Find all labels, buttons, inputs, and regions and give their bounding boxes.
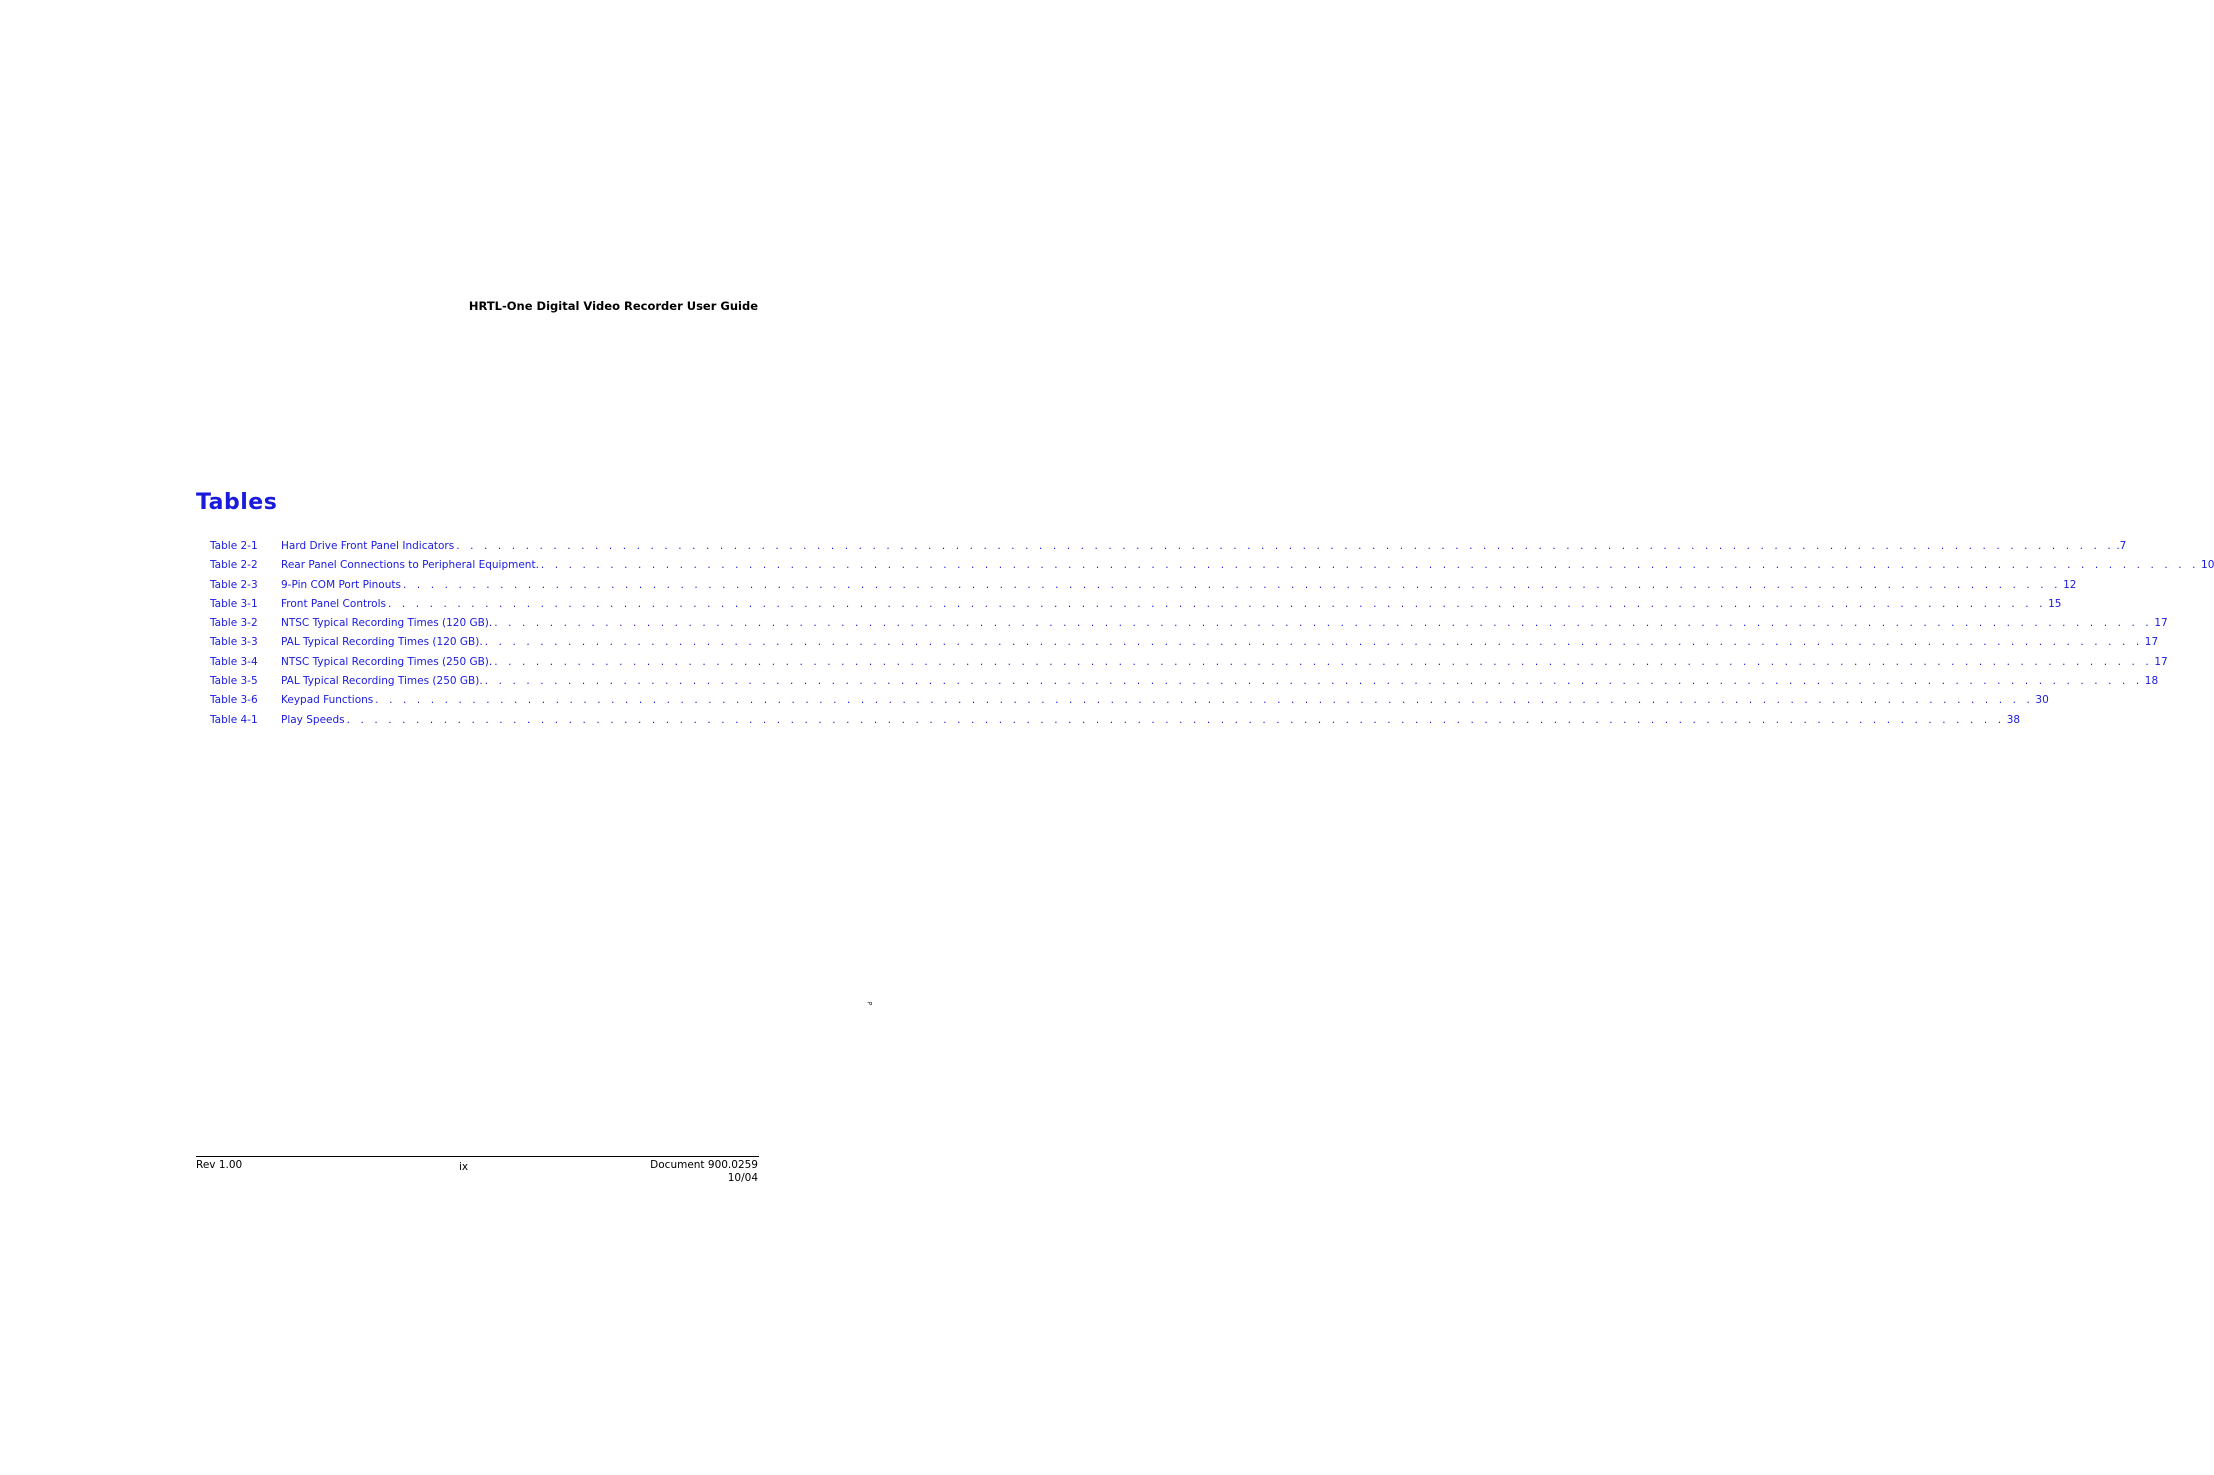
toc-title: Hard Drive Front Panel Indicators: [281, 540, 455, 552]
toc-page-number: 15: [2048, 597, 2062, 610]
toc-item: [210, 636, 2159, 655]
toc-title: Rear Panel Connections to Peripheral Equipment.: [281, 559, 539, 572]
toc-number: Table 3-2: [210, 617, 258, 630]
toc-item: [210, 617, 2168, 636]
toc-number: Table 3-4: [210, 655, 258, 668]
toc-link[interactable]: [210, 655, 2168, 675]
toc-dot-leader: . . . . . . . . . . . . . . . . . . . . . . . . . . . . . . . . . . . . . . . . . . . . . . . . . . . . . . . . . . . . . . . . . . . . . . . . . . . . . . . . . . . . . . . . . . . . . . . . . . . . . . . . . . . . . . . . . . . . . . . .: [346, 713, 2005, 726]
toc-title: PAL Typical Recording Times (250 GB).: [281, 675, 483, 688]
toc-dot-leader: . . . . . . . . . . . . . . . . . . . . . . . . . . . . . . . . . . . . . . . . . . . . . . . . . . . . . . . . . . . . . . . . . . . . . . . . . . . . . . . . . . . . . . . . . . . . . . . . . . . . . . . . . . . . . . . . . . . . . . . .: [494, 617, 2153, 630]
toc-number: Table 4-1: [210, 713, 258, 726]
toc-title: 9-Pin COM Port Pinouts: [281, 578, 401, 591]
toc-page-number: 30: [2035, 694, 2049, 707]
toc-title: PAL Typical Recording Times (120 GB).: [281, 636, 483, 649]
toc-page-number: 12: [2063, 578, 2077, 591]
toc-dot-leader: . . . . . . . . . . . . . . . . . . . . . . . . . . . . . . . . . . . . . . . . . . . . . . . . . . . . . . . . . . . . . . . . . . . . . . . . . . . . . . . . . . . . . . . . . . . . . . . . . . . . . . . . . . . . . . . . . . . . . . . .: [484, 636, 2143, 649]
toc-link[interactable]: [210, 636, 2159, 655]
toc-item: [210, 559, 2214, 578]
table-of-tables: [210, 540, 2214, 733]
toc-link[interactable]: [210, 694, 2049, 713]
toc-link[interactable]: [210, 578, 2077, 598]
toc-dot-leader: . . . . . . . . . . . . . . . . . . . . . . . . . . . . . . . . . . . . . . . . . . . . . . . . . . . . . . . . . . . . . . . . . . . . . . . . . . . . . . . . . . . . . . . . . . . . . . . . . . . . . . . . . . . . . . . . . . . . . . . .: [484, 675, 2143, 688]
toc-page-number: 17: [2154, 617, 2168, 630]
toc-dot-leader: . . . . . . . . . . . . . . . . . . . . . . . . . . . . . . . . . . . . . . . . . . . . . . . . . . . . . . . . . . . . . . . . . . . . . . . . . . . . . . . . . . . . . . . . . . . . . . . . . . . . . . . . . . . . . . . . . . . . . . . .: [494, 655, 2153, 668]
toc-title: NTSC Typical Recording Times (250 GB).: [281, 655, 493, 668]
toc-dot-leader: . . . . . . . . . . . . . . . . . . . . . . . . . . . . . . . . . . . . . . . . . . . . . . . . . . . . . . . . . . . . . . . . . . . . . . . . . . . . . . . . . . . . . . . . . . . . . . . . . . . . . . . . . . . . . . . . . . . . . . . .: [388, 597, 2047, 610]
toc-link[interactable]: [210, 617, 2168, 636]
toc-item: [210, 540, 2127, 559]
toc-dot-leader: . . . . . . . . . . . . . . . . . . . . . . . . . . . . . . . . . . . . . . . . . . . . . . . . . . . . . . . . . . . . . . . . . . . . . . . . . . . . . . . . . . . . . . . . . . . . . . . . . . . . . . . . . . . . . . . . . . . . . . . .: [456, 540, 2115, 552]
toc-title: NTSC Typical Recording Times (120 GB).: [281, 617, 493, 630]
toc-link[interactable]: [210, 559, 2214, 578]
footer-document-info: [650, 1159, 758, 1185]
toc-number: Table 3-5: [210, 675, 258, 688]
toc-dot-leader: . . . . . . . . . . . . . . . . . . . . . . . . . . . . . . . . . . . . . . . . . . . . . . . . . . . . . . . . . . . . . . . . . . . . . . . . . . . . . . . . . . . . . . . . . . . . . . . . . . . . . . . . . . . . . . . . . . . . . . . .: [402, 578, 2062, 591]
toc-number: Table 3-6: [210, 694, 258, 707]
toc-number: Table 3-1: [210, 597, 258, 610]
toc-page-number: 17: [2154, 655, 2168, 668]
toc-link[interactable]: [210, 597, 2062, 617]
footer-document-number: Document 900.0259: [650, 1159, 758, 1171]
toc-page-number: .7: [2116, 540, 2127, 552]
footer-date: 10/04: [727, 1172, 758, 1184]
toc-title: Front Panel Controls: [281, 597, 386, 610]
page-title: Tables: [196, 490, 278, 515]
toc-dot-leader: . . . . . . . . . . . . . . . . . . . . . . . . . . . . . . . . . . . . . . . . . . . . . . . . . . . . . . . . . . . . . . . . . . . . . . . . . . . . . . . . . . . . . . . . . . . . . . . . . . . . . . . . . . . . . . . . . . . . . . . .: [540, 559, 2200, 572]
toc-dot-leader: . . . . . . . . . . . . . . . . . . . . . . . . . . . . . . . . . . . . . . . . . . . . . . . . . . . . . . . . . . . . . . . . . . . . . . . . . . . . . . . . . . . . . . . . . . . . . . . . . . . . . . . . . . . . . . . . . . . . . . . .: [375, 694, 2034, 707]
footer-revision: Rev 1.00: [196, 1159, 243, 1171]
toc-page-number: 17: [2144, 636, 2159, 649]
toc-item: [210, 713, 2021, 733]
margin-mark: P: [865, 1001, 873, 1006]
toc-page-number: 18: [2144, 675, 2159, 688]
toc-item: [210, 597, 2062, 617]
toc-number: Table 2-2: [210, 559, 258, 572]
toc-link[interactable]: [210, 713, 2021, 733]
toc-item: [210, 578, 2077, 598]
toc-page-number: 10: [2201, 559, 2214, 572]
running-header: HRTL-One Digital Video Recorder User Guide: [468, 299, 758, 313]
toc-number: Table 2-3: [210, 578, 258, 591]
toc-link[interactable]: [210, 675, 2159, 694]
toc-number: Table 3-3: [210, 636, 258, 649]
toc-title: Keypad Functions: [281, 694, 374, 707]
toc-item: [210, 675, 2159, 694]
toc-link[interactable]: [210, 540, 2127, 559]
footer-divider: [196, 1156, 759, 1157]
toc-item: [210, 694, 2049, 713]
footer-page-number: ix: [459, 1161, 469, 1173]
toc-item: [210, 655, 2168, 675]
toc-number: Table 2-1: [210, 540, 258, 552]
toc-title: Play Speeds: [281, 713, 345, 726]
toc-page-number: 38: [2006, 713, 2021, 726]
